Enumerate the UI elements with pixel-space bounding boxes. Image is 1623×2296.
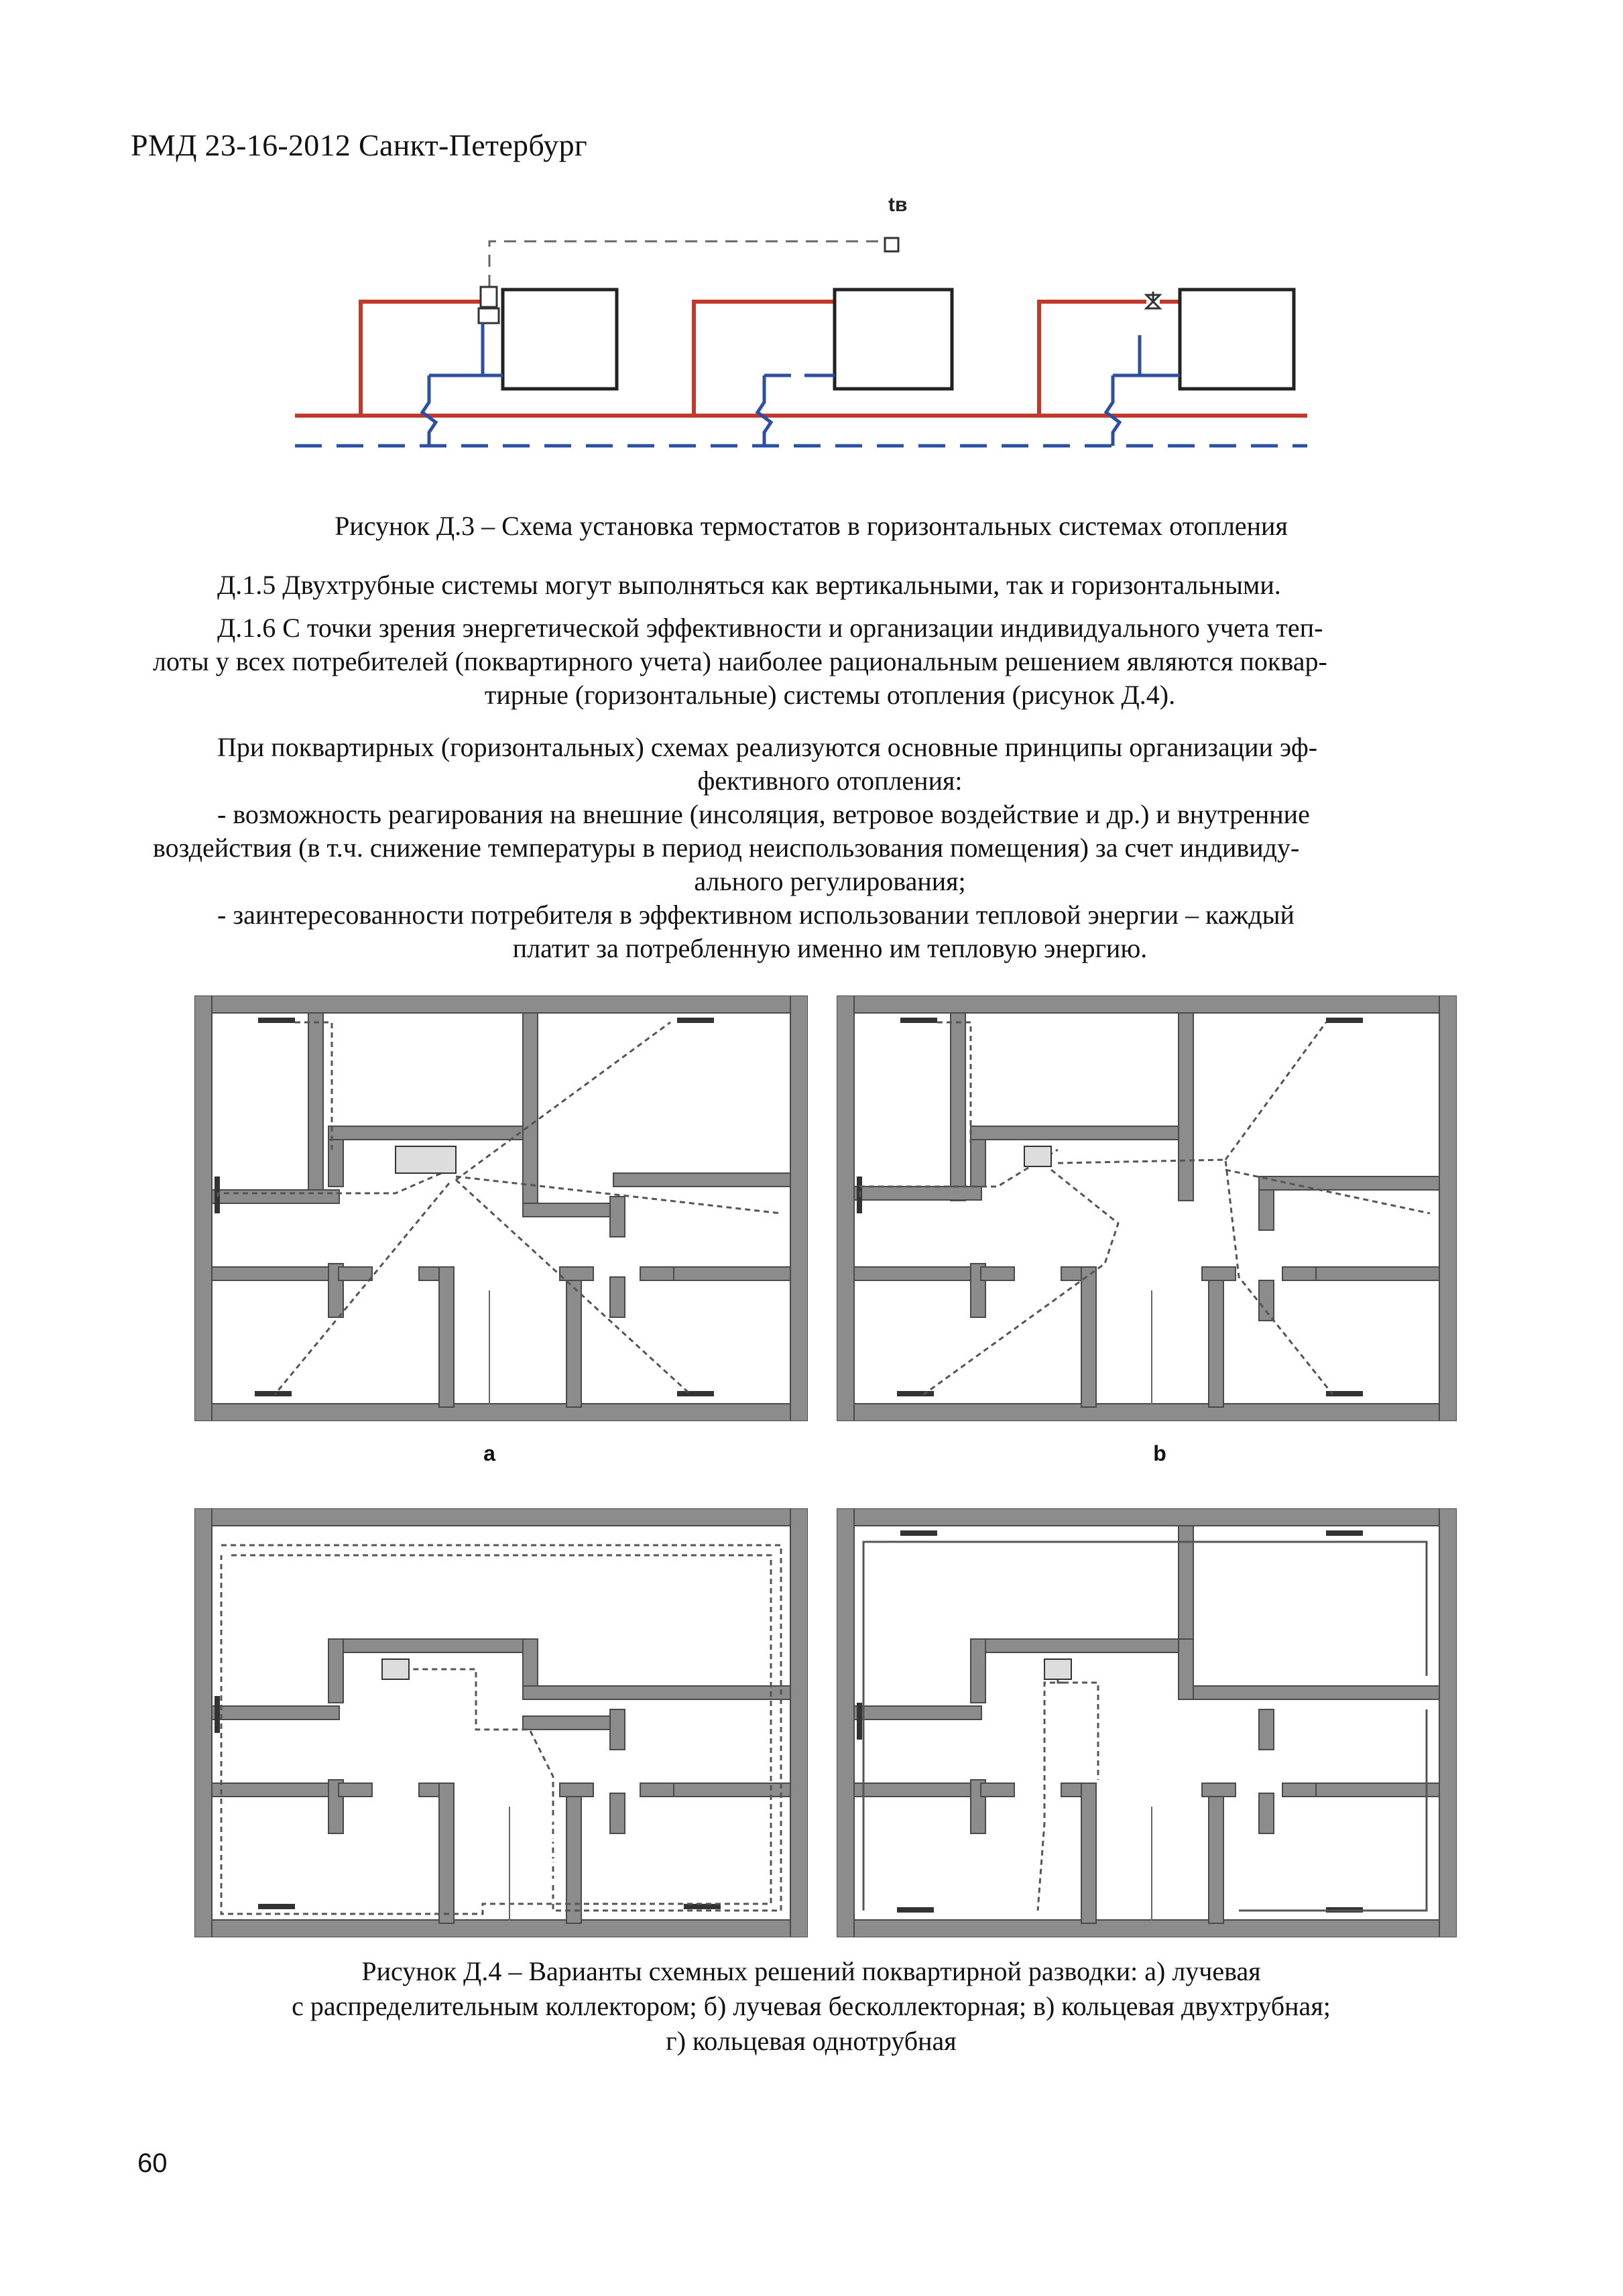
paragraph-d16-line-1: Д.1.6 С точки зрения энергетической эффективности и организации индивидуального учета теп- (217, 613, 1323, 643)
figure-d4-caption-line-2: с распределительным коллектором; б) лучевая бесколлекторная; в) кольцевая двухтрубная; (292, 1991, 1331, 2021)
running-header: РМД 23-16-2012 Санкт-Петербург (131, 128, 588, 162)
figure-d4-caption-line-3: г) кольцевая однотрубная (666, 2026, 957, 2056)
paragraph-principles (153, 731, 1507, 965)
bullet-1-line-3: ального регулирования; (694, 866, 966, 896)
plan-label-b: b (1153, 1441, 1166, 1465)
radiator-unit-2 (694, 290, 952, 446)
thermostat-head-icon (481, 287, 497, 307)
figure-d3-thermostat-scheme (282, 181, 1327, 469)
radiator-2 (835, 290, 952, 389)
apartment-meter-icon (1044, 1659, 1071, 1679)
paragraph-d16 (153, 611, 1507, 712)
radiator-unit-3 (1039, 290, 1294, 446)
page-number: 60 (137, 2149, 168, 2178)
collector-icon (396, 1146, 456, 1173)
plan-label-a: a (483, 1441, 495, 1465)
floor-plan-a-radial-collector (194, 995, 808, 1421)
distribution-tee-icon (1024, 1146, 1051, 1166)
bullet-2-line-2: платит за потребленную именно им тепловую энергию. (512, 933, 1148, 963)
figure-d3-caption: Рисунок Д.3 – Схема установка термостатов в горизонтальных системах отопления (335, 511, 1288, 541)
sensor-label: tв (888, 194, 908, 216)
paragraph-principles-line-2: фективного отопления: (697, 766, 963, 796)
radiator-1 (503, 290, 617, 389)
apartment-meter-icon (382, 1659, 409, 1679)
bullet-1-line-1: - возможность реагирования на внешние (инсоляция, ветровое воздействие и др.) и внутренние (217, 799, 1310, 829)
figure-d4-caption-line-1: Рисунок Д.4 – Варианты схемных решений поквартирной разводки: а) лучевая (361, 1956, 1261, 1986)
paragraph-d15 (153, 568, 1507, 602)
room-sensor-icon (885, 238, 898, 251)
figure-d4-caption (134, 1954, 1488, 2059)
floor-plan-b-radial-no-collector (837, 995, 1457, 1421)
thermostatic-valve-icon (479, 308, 499, 323)
paragraph-d15-text: Д.1.5 Двухтрубные системы могут выполняться как вертикальными, так и горизонтальными. (217, 570, 1281, 600)
control-signal-line (489, 241, 885, 287)
radiator-3 (1180, 290, 1294, 389)
floor-plan-d-ring-one-pipe (837, 1508, 1457, 1937)
paragraph-d16-line-3: тирные (горизонтальные) системы отопления (рисунок Д.4). (484, 680, 1176, 710)
bullet-1-line-2: воздействия (в т.ч. снижение температуры в период неиспользования помещения) за счет индивиду- (153, 833, 1300, 863)
paragraph-principles-line-1: При поквартирных (горизонтальных) схемах реализуются основные принципы организации эф- (217, 732, 1318, 762)
bullet-2-line-1: - заинтересованности потребителя в эффективном использовании тепловой энергии – каждый (217, 900, 1295, 930)
floor-plan-c-ring-two-pipe (194, 1508, 808, 1937)
paragraph-d16-line-2: лоты у всех потребителей (поквартирного учета) наиболее рациональным решением являются поквар- (153, 646, 1327, 676)
radiator-unit-1 (361, 287, 617, 446)
